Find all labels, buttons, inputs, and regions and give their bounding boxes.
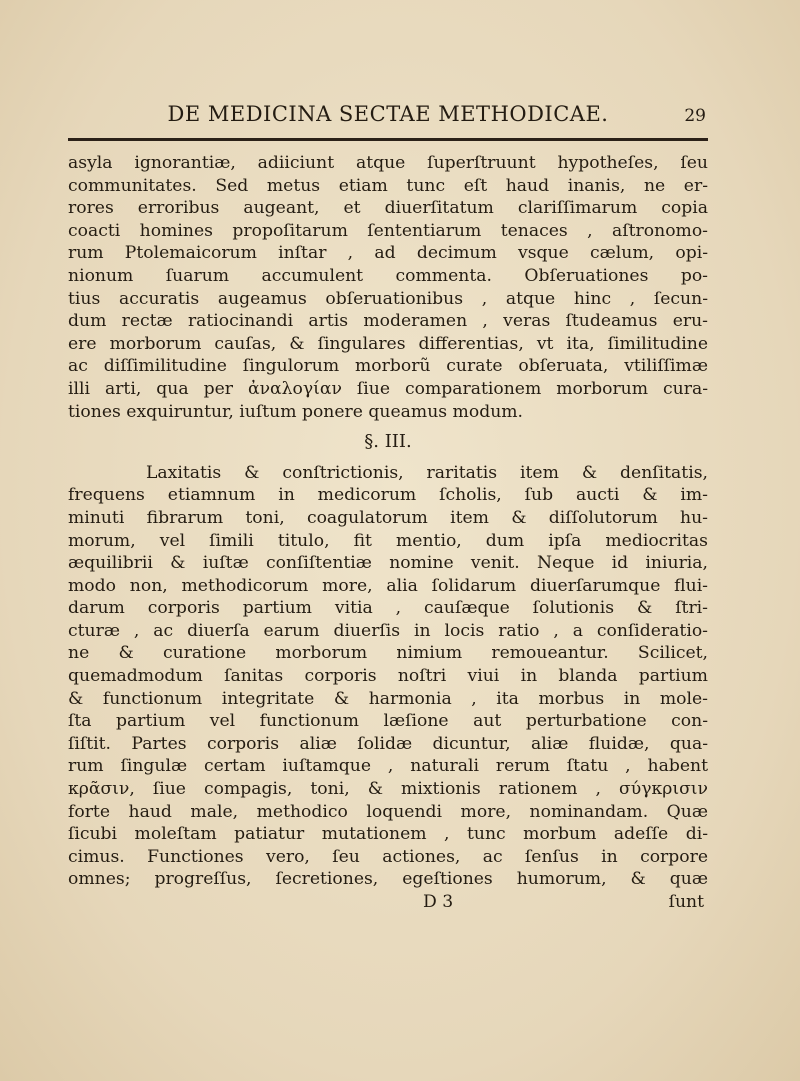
text-line: ſicubi moleſtam patiatur mutationem , tunc morbum adeſſe di- — [68, 824, 708, 845]
paragraph-1 — [68, 152, 708, 423]
text-line: communitates. Sed metus etiam tunc eſt haud inanis, ne er- — [68, 175, 708, 196]
text-line: frequens etiamnum in medicorum ſcholis, ſub aucti & im- — [68, 485, 708, 506]
page-header — [68, 102, 708, 142]
text-line: nionum ſuarum accumulent commenta. Obſeruationes po- — [68, 265, 708, 286]
text-line: dum rectæ ratiocinandi artis moderamen , veras ſtudeamus eru- — [68, 311, 708, 332]
text-line: omnes; progreſſus, ſecretiones, egeſtiones humorum, & quæ — [68, 869, 708, 890]
text-line: ac diſſimilitudine ſingulorum morborũ curate obſeruata, vtiliſſimæ — [68, 356, 708, 377]
text-line: ne & curatione morborum nimium remoueantur. Scilicet, — [68, 643, 708, 664]
body-text — [68, 152, 708, 914]
text-line: rum Ptolemaicorum inſtar , ad decimum vsque cælum, opi- — [68, 243, 708, 264]
page-footer — [68, 891, 708, 914]
text-line: forte haud male, methodico loquendi more, nominandam. Quæ — [68, 801, 708, 822]
paragraph-2 — [68, 462, 708, 891]
page-number: 29 — [684, 106, 706, 126]
text-line: darum corporis partium vitia , cauſæque ſolutionis & ſtri- — [68, 598, 708, 619]
text-line: ſta partium vel functionum læſione aut perturbatione con- — [68, 711, 708, 732]
text-line: κρᾶσιν, ſiue compagis, toni, & mixtionis rationem , σύγκρισιν — [68, 779, 708, 800]
section-heading: §. III. — [364, 431, 412, 453]
text-line: æquilibrii & iuſtæ conſiſtentiæ nomine venit. Neque id iniuria, — [68, 553, 708, 574]
text-line: tiones exquiruntur, iuſtum ponere queamus modum. — [68, 401, 524, 422]
text-line: rum ſingulæ certam iuſtamque , naturali rerum ſtatu , habent — [68, 756, 708, 777]
text-line: ere morborum cauſas, & ſingulares differentias, vt ita, ſimilitudine — [68, 333, 708, 354]
text-line: rores erroribus augeant, et diuerſitatum clariſſimarum copia — [68, 198, 708, 219]
text-line: illi arti, qua per ἀναλογίαν ſiue comparationem morborum cura- — [68, 378, 708, 399]
text-line: cimus. Functiones vero, ſeu actiones, ac ſenſus in corpore — [68, 846, 708, 867]
catchword: ſunt — [668, 892, 704, 912]
text-line: morum, vel ſimili titulo, fit mentio, dum ipſa mediocritas — [68, 530, 708, 551]
text-line: modo non, methodicorum more, alia ſolidarum diuerſarumque flui- — [68, 575, 708, 596]
header-rule — [68, 138, 708, 141]
text-line: minuti fibrarum toni, coagulatorum item & diſſolutorum hu- — [68, 507, 708, 528]
text-line: asyla ignorantiæ, adiiciunt atque ſuperſtruunt hypotheſes, ſeu — [68, 153, 708, 173]
text-line: quemadmodum ſanitas corporis noſtri viui in blanda partium — [68, 666, 708, 687]
text-line: ſiſtit. Partes corporis aliæ ſolidæ dicuntur, aliæ fluidæ, qua- — [68, 733, 708, 754]
signature-mark: D 3 — [423, 892, 454, 912]
text-line: cturæ , ac diuerſa earum diuerſis in locis ratio , a conſideratio- — [68, 620, 708, 641]
text-line: Laxitatis & conſtrictionis, raritatis item & denſitatis, — [146, 462, 708, 483]
text-line: tius accuratis augeamus obſeruationibus , atque hinc , ſecun- — [68, 288, 708, 309]
text-line: coacti homines propoſitarum ſententiarum tenaces , aſtronomo- — [68, 220, 708, 241]
running-head: DE MEDICINA SECTAE METHODICAE. — [167, 102, 609, 126]
text-line: & functionum integritate & harmonia , ita morbus in mole- — [68, 688, 708, 709]
